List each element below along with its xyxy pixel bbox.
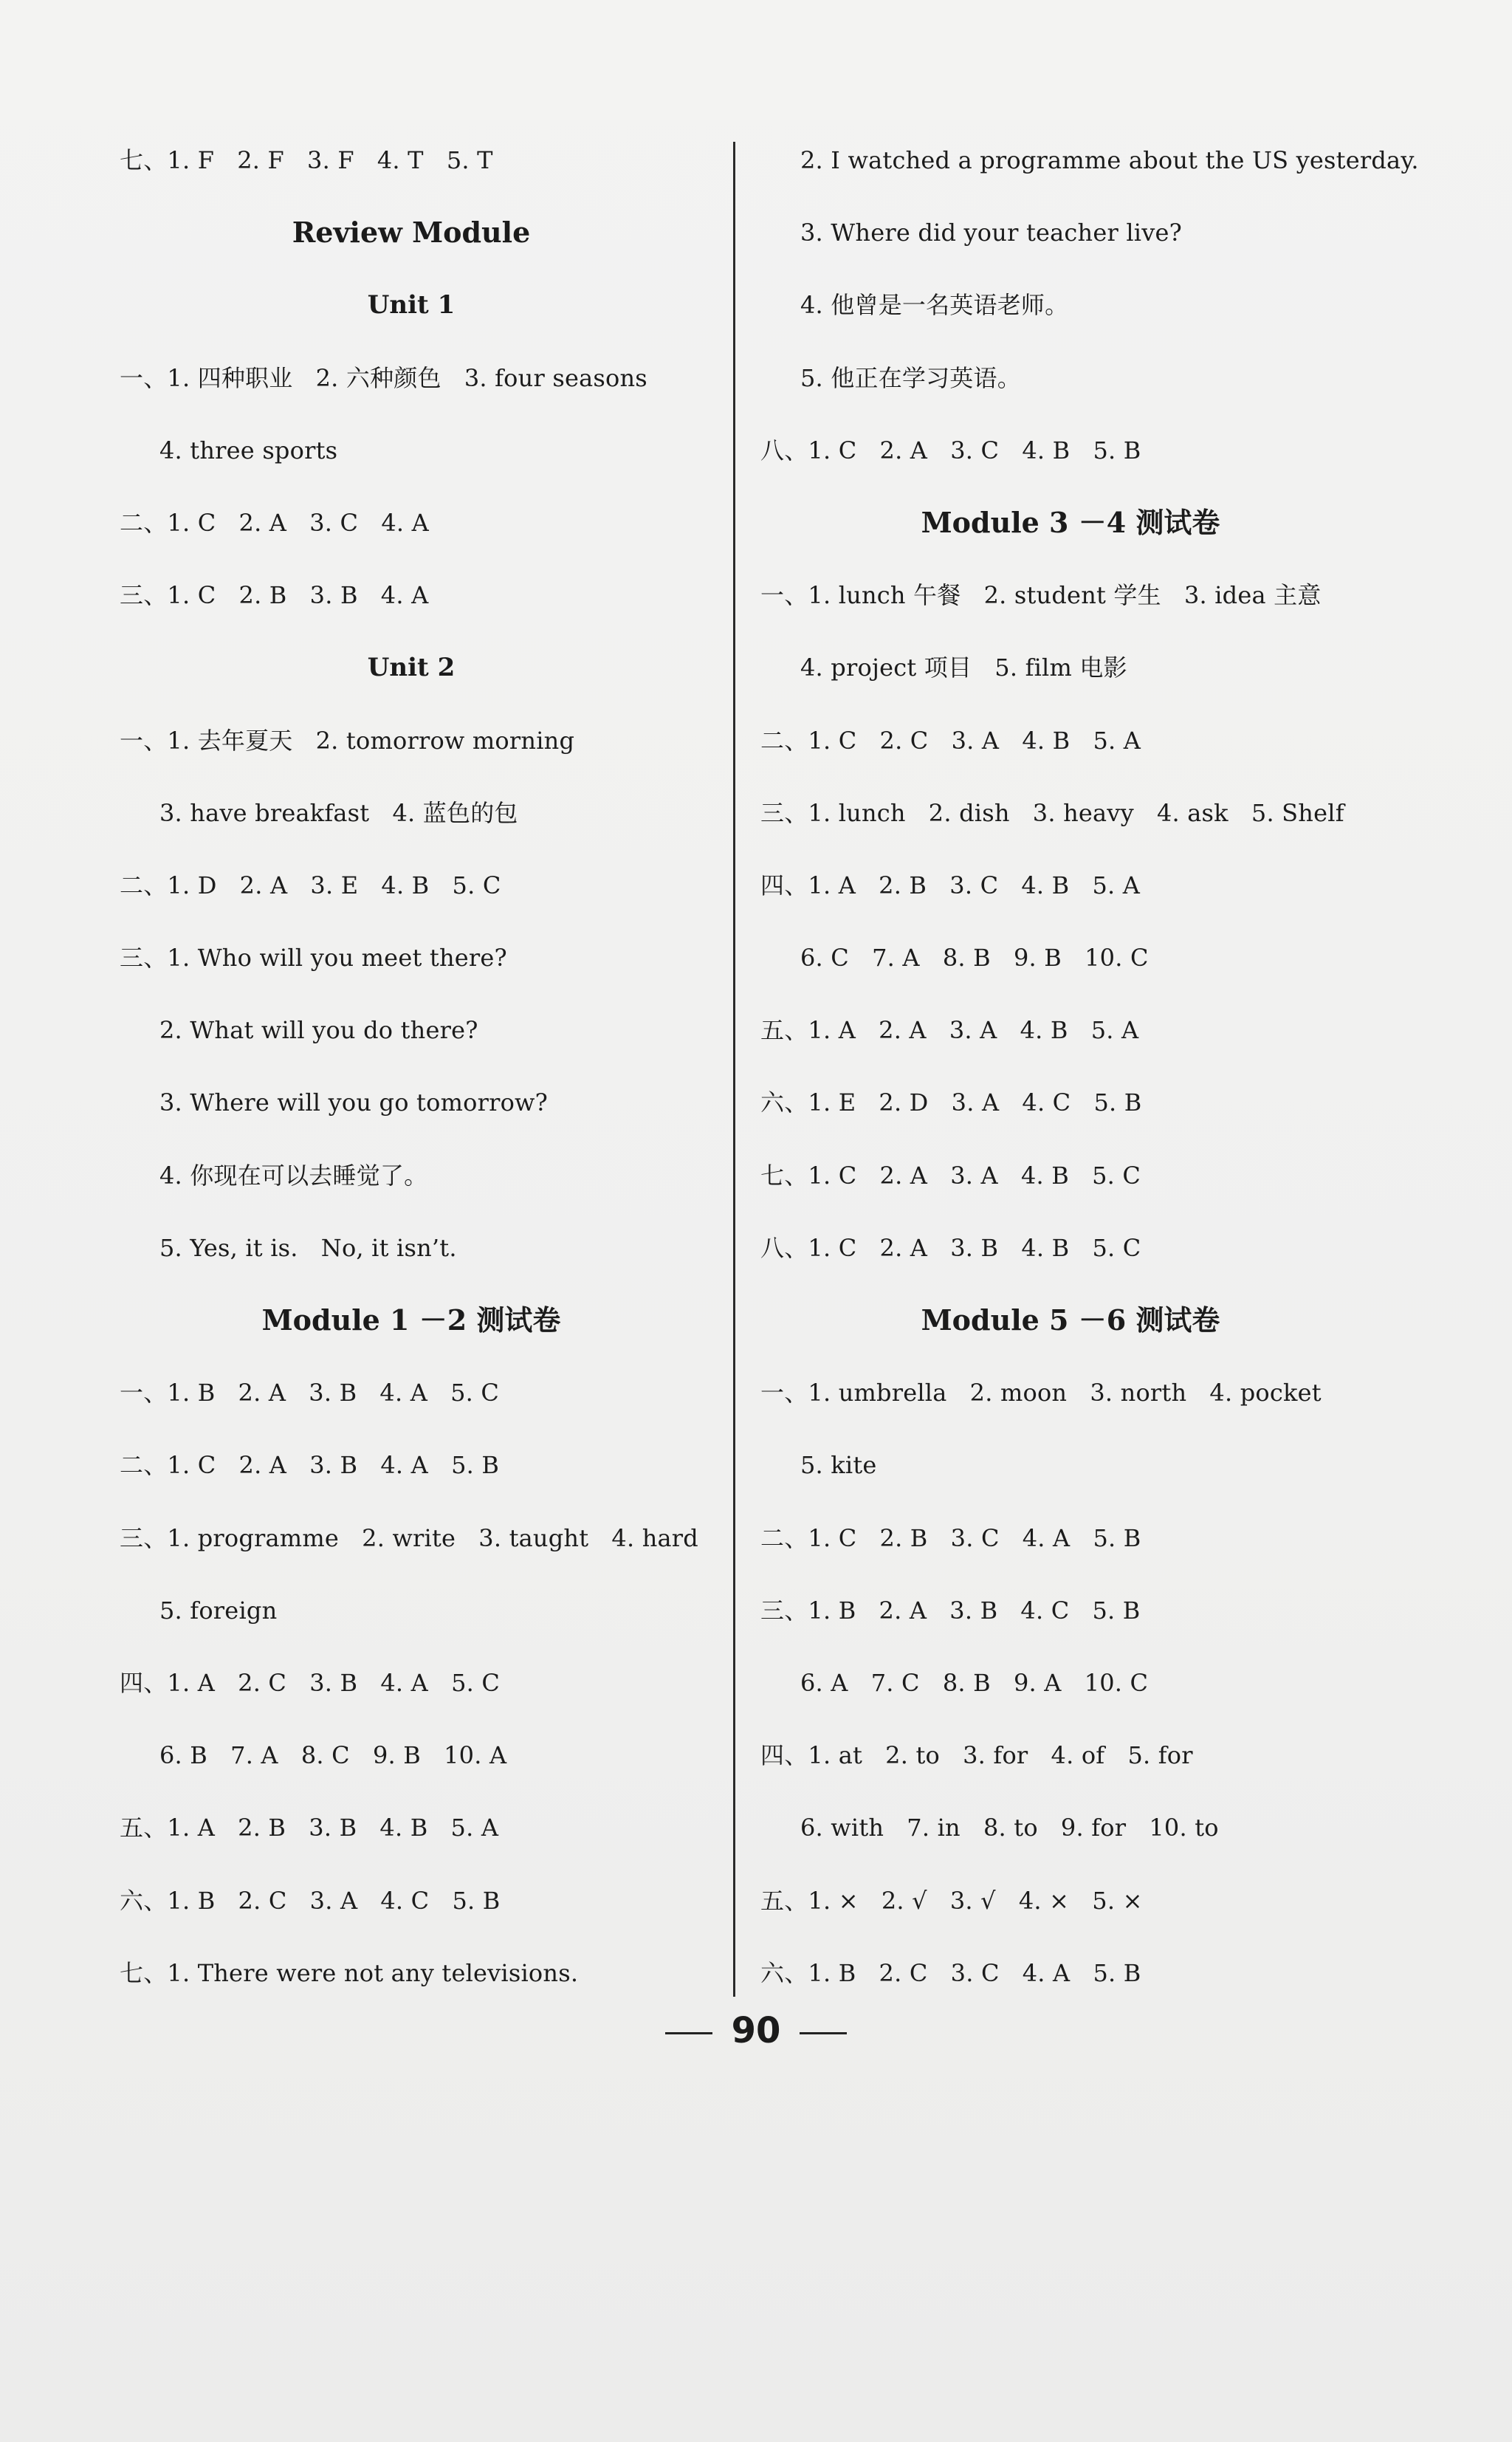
- answer-line: 三、1. C 2. B 3. B 4. A: [120, 581, 429, 610]
- answer-line: 五、1. × 2. √ 3. √ 4. × 5. ×: [760, 1886, 1143, 1915]
- answer-line: 四、1. A 2. B 3. C 4. B 5. A: [760, 871, 1141, 899]
- answer-line-continued: 3. have breakfast 4. 蓝色的包: [159, 798, 518, 827]
- answer-line-continued: 4. 你现在可以去睡觉了。: [159, 1161, 428, 1190]
- right-answer-column: [760, 124, 1419, 2009]
- answer-line: 六、1. B 2. C 3. C 4. A 5. B: [760, 1958, 1141, 1987]
- answer-line: 一、1. 去年夏天 2. tomorrow morning: [120, 726, 575, 755]
- answer-line: 六、1. E 2. D 3. A 4. C 5. B: [760, 1088, 1142, 1117]
- section-heading: Module 3 －4 测试卷: [921, 505, 1220, 539]
- page-number-dash-left: [665, 2032, 712, 2034]
- answer-line: 八、1. C 2. A 3. C 4. B 5. B: [760, 436, 1141, 464]
- answer-line: 二、1. C 2. B 3. C 4. A 5. B: [760, 1523, 1141, 1552]
- answer-line: 五、1. A 2. A 3. A 4. B 5. A: [760, 1016, 1139, 1045]
- answer-line: 二、1. D 2. A 3. E 4. B 5. C: [120, 871, 501, 899]
- answer-line: 七、1. C 2. A 3. A 4. B 5. C: [760, 1161, 1141, 1190]
- answer-line: 一、1. umbrella 2. moon 3. north 4. pocket: [760, 1379, 1322, 1407]
- column-divider: [733, 142, 735, 1997]
- answer-line-continued: 5. kite: [800, 1451, 877, 1480]
- answer-line: 三、1. Who will you meet there?: [120, 944, 507, 973]
- answer-line-continued: 5. Yes, it is. No, it isn’t.: [159, 1233, 457, 1262]
- answer-line: 三、1. lunch 2. dish 3. heavy 4. ask 5. Shelf: [760, 798, 1344, 827]
- answer-line-continued: 3. Where did your teacher live?: [800, 219, 1182, 247]
- unit-heading: Unit 1: [367, 290, 456, 320]
- answer-line-continued: 4. three sports: [159, 436, 338, 464]
- section-heading: Review Module: [292, 216, 531, 250]
- answer-line: 三、1. programme 2. write 3. taught 4. hard: [120, 1523, 698, 1552]
- answer-line: 一、1. B 2. A 3. B 4. A 5. C: [120, 1379, 500, 1407]
- answer-line: 七、1. There were not any televisions.: [120, 1958, 579, 1987]
- answer-line-continued: 2. What will you do there?: [159, 1016, 478, 1045]
- answer-line: 四、1. at 2. to 3. for 4. of 5. for: [760, 1741, 1193, 1770]
- answer-line-continued: 6. A 7. C 8. B 9. A 10. C: [800, 1668, 1149, 1697]
- answer-line: 二、1. C 2. A 3. C 4. A: [120, 508, 429, 537]
- unit-heading: Unit 2: [367, 653, 456, 683]
- answer-line: 八、1. C 2. A 3. B 4. B 5. C: [760, 1233, 1141, 1262]
- answer-line-continued: 4. project 项目 5. film 电影: [800, 654, 1127, 682]
- answer-line-continued: 3. Where will you go tomorrow?: [159, 1088, 548, 1117]
- page-number-dash-right: [800, 2032, 847, 2034]
- answer-line: 七、1. F 2. F 3. F 4. T 5. T: [120, 146, 493, 174]
- answer-line-continued: 4. 他曾是一名英语老师。: [800, 291, 1069, 320]
- answer-line: 六、1. B 2. C 3. A 4. C 5. B: [120, 1886, 501, 1915]
- answer-line-continued: 5. 他正在学习英语。: [800, 363, 1021, 392]
- answer-line: 二、1. C 2. C 3. A 4. B 5. A: [760, 726, 1141, 755]
- answer-line: 二、1. C 2. A 3. B 4. A 5. B: [120, 1451, 500, 1480]
- answer-line: 一、1. lunch 午餐 2. student 学生 3. idea 主意: [760, 581, 1322, 610]
- page-number: [0, 2001, 1512, 2060]
- section-heading: Module 5 －6 测试卷: [921, 1303, 1220, 1337]
- answer-line-continued: 2. I watched a programme about the US yesterday.: [800, 146, 1419, 174]
- answer-line-continued: 6. B 7. A 8. C 9. B 10. A: [159, 1741, 507, 1770]
- left-answer-column: [120, 124, 725, 2009]
- page-number-value: 90: [731, 2010, 781, 2051]
- answer-line-continued: 6. C 7. A 8. B 9. B 10. C: [800, 944, 1149, 973]
- answer-line: 四、1. A 2. C 3. B 4. A 5. C: [120, 1668, 501, 1697]
- answer-line: 一、1. 四种职业 2. 六种颜色 3. four seasons: [120, 363, 647, 392]
- answer-line: 三、1. B 2. A 3. B 4. C 5. B: [760, 1596, 1141, 1625]
- answer-line-continued: 5. foreign: [159, 1596, 278, 1625]
- answer-line: 五、1. A 2. B 3. B 4. B 5. A: [120, 1814, 499, 1842]
- answer-line-continued: 6. with 7. in 8. to 9. for 10. to: [800, 1814, 1219, 1842]
- section-heading: Module 1 －2 测试卷: [261, 1303, 561, 1337]
